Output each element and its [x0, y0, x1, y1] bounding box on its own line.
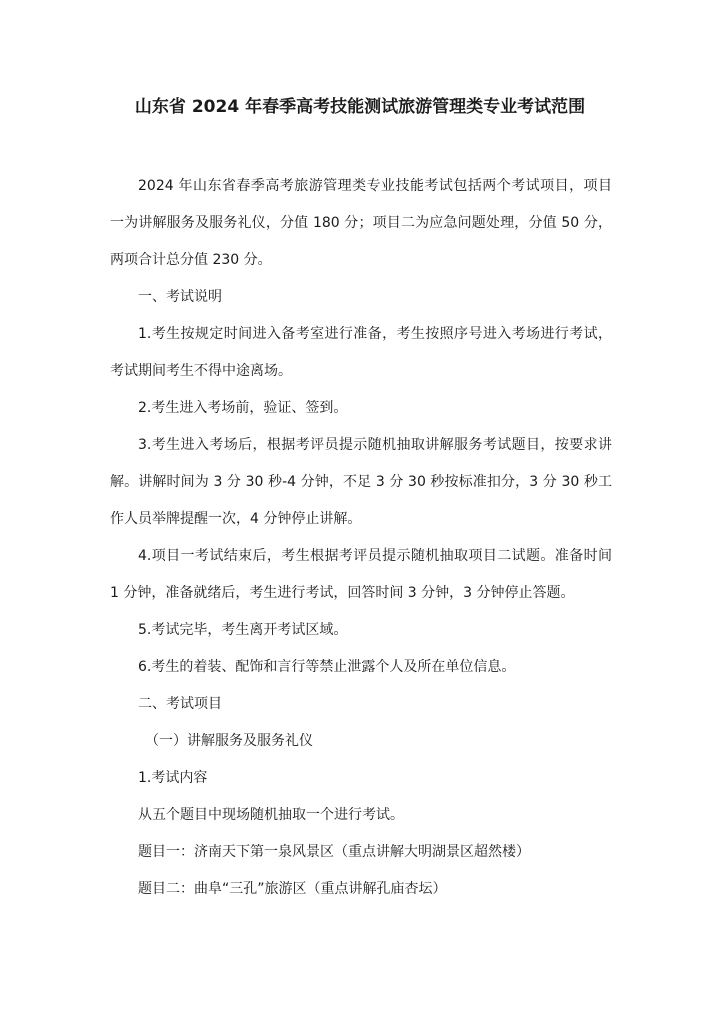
subsection-heading-guiding-service: （一）讲解服务及服务礼仪	[145, 733, 313, 749]
instruction-item-6: 6.考生的着装、配饰和言行等禁止泄露个人及所在单位信息。	[138, 659, 516, 675]
exam-content-description: 从五个题目中现场随机抽取一个进行考试。	[138, 807, 404, 823]
instruction-item-1: 1.考生按规定时间进入备考室进行准备，考生按照序号进入考场进行考试，考试期间考生不得中途离场。	[110, 326, 612, 379]
intro-paragraph: 2024 年山东省春季高考旅游管理类专业技能考试包括两个考试项目，项目一为讲解服务及服务礼仪，分值 180 分；项目二为应急问题处理，分值 50 分，两项合计总分值 230 分。	[110, 178, 612, 268]
section-heading-exam-instructions: 一、考试说明	[138, 289, 222, 305]
instruction-item-3: 3.考生进入考场后，根据考评员提示随机抽取讲解服务考试题目，按要求讲解。讲解时间为 3 分 30 秒-4 分钟，不足 3 分 30 秒按标准扣分，3 分 30 秒工作人员举牌提醒一次，4 分钟停止讲解。	[110, 437, 612, 527]
instruction-item-5: 5.考试完毕，考生离开考试区域。	[138, 622, 348, 638]
document-body	[110, 168, 612, 908]
topic-item-2: 题目二：曲阜“三孔”旅游区（重点讲解孔庙杏坛）	[138, 881, 447, 897]
exam-content-heading: 1.考试内容	[138, 770, 208, 786]
instruction-item-4: 4.项目一考试结束后，考生根据考评员提示随机抽取项目二试题。准备时间 1 分钟，准备就绪后，考生进行考试，回答时间 3 分钟，3 分钟停止答题。	[110, 548, 612, 601]
section-heading-exam-items: 二、考试项目	[138, 696, 222, 712]
document-title: 山东省 2024 年春季高考技能测试旅游管理类专业考试范围	[134, 97, 586, 117]
topic-item-1: 题目一：济南天下第一泉风景区（重点讲解大明湖景区超然楼）	[138, 844, 530, 860]
instruction-item-2: 2.考生进入考场前，验证、签到。	[138, 400, 348, 416]
